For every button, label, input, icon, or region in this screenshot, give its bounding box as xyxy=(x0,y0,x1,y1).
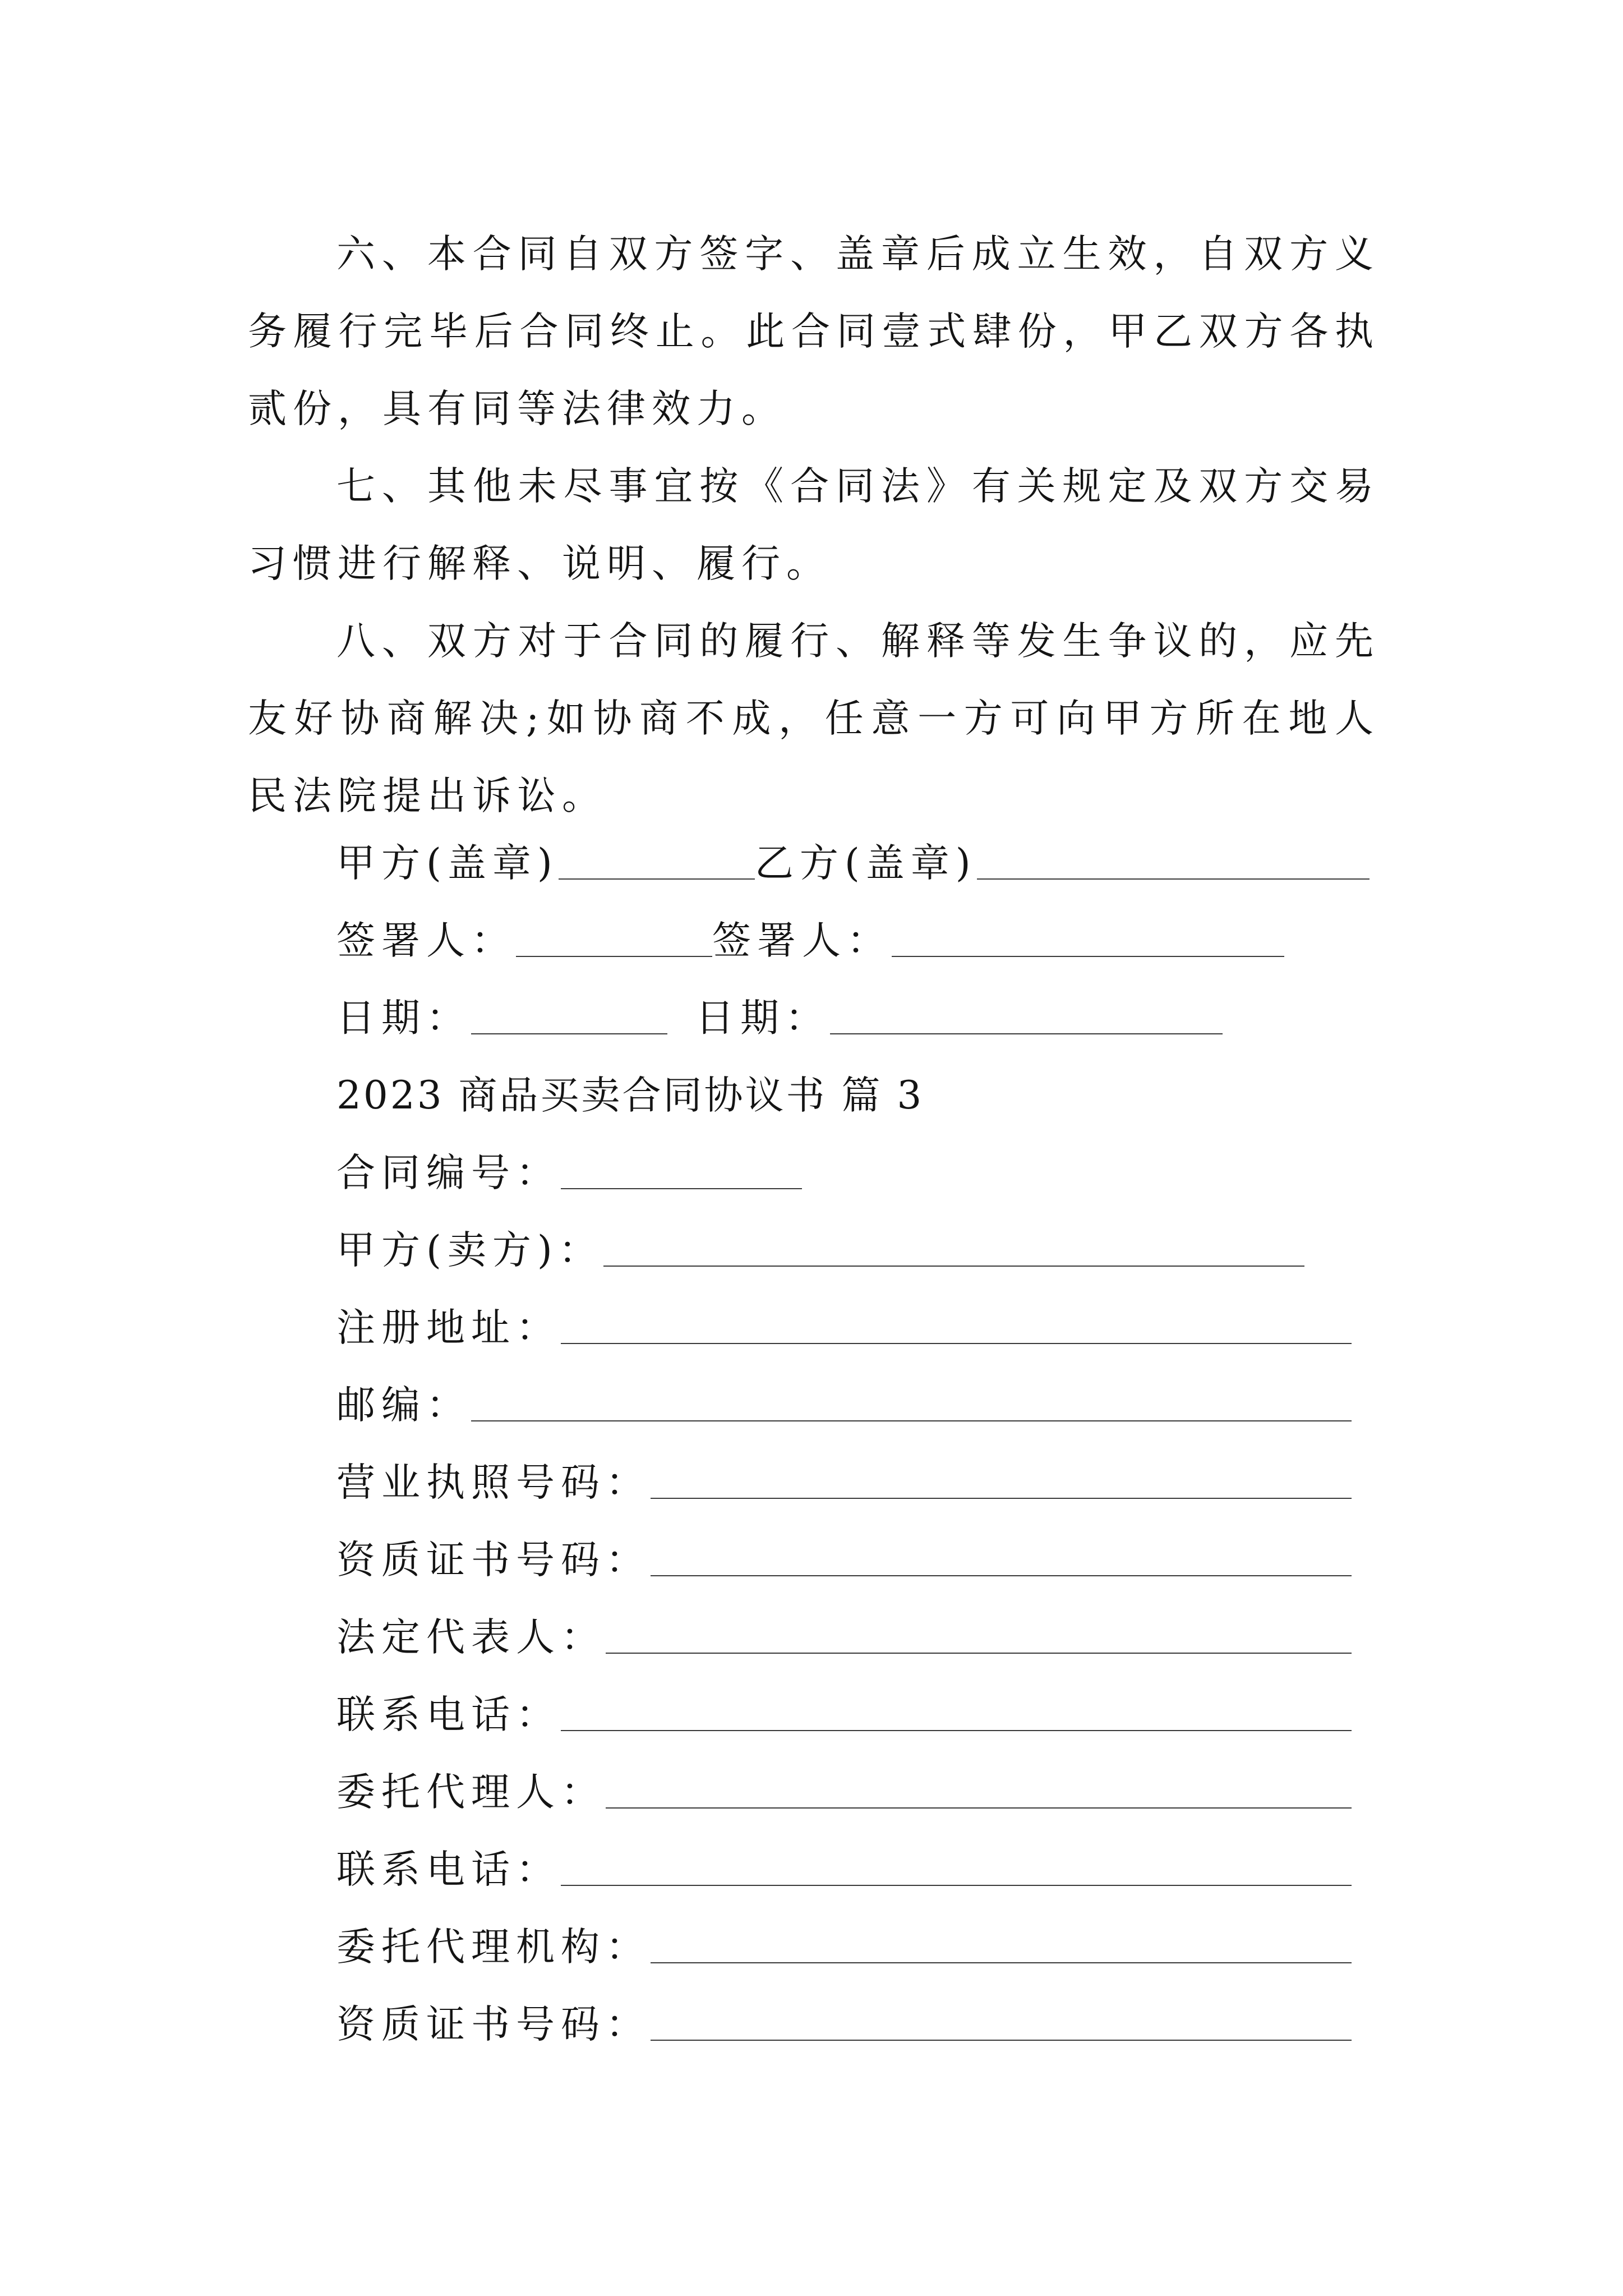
field-blank xyxy=(651,1444,1352,1499)
field-contract-number xyxy=(336,1134,802,1212)
field-blank xyxy=(471,1366,1352,1421)
field-authorized-agent xyxy=(336,1754,1352,1831)
field-blank xyxy=(606,1754,1352,1809)
field-phone xyxy=(336,1676,1352,1754)
field-registered-address xyxy=(336,1289,1352,1366)
field-blank xyxy=(561,1289,1352,1344)
field-blank xyxy=(561,1676,1352,1731)
field-label: 委托代理人： xyxy=(336,1770,606,1815)
field-label: 营业执照号码： xyxy=(336,1460,651,1505)
party-b-seal-blank xyxy=(977,825,1370,880)
field-business-license xyxy=(336,1444,1352,1521)
signer-line xyxy=(336,902,1284,979)
signer-b-blank xyxy=(892,902,1284,957)
signer-b-label: 签署人： xyxy=(712,918,892,963)
party-b-seal-label: 乙方(盖章) xyxy=(754,841,977,886)
field-label: 委托代理机构： xyxy=(336,1925,651,1970)
field-label: 资质证书号码： xyxy=(336,2002,651,2047)
field-phone xyxy=(336,1831,1352,1908)
signer-a-blank xyxy=(516,902,712,957)
party-a-seal-label: 甲方(盖章) xyxy=(336,841,559,886)
field-blank xyxy=(651,1521,1352,1576)
field-qualification-number xyxy=(336,1521,1352,1599)
section-title: 2023 商品买卖合同协议书 篇 3 xyxy=(336,1073,924,1118)
field-blank xyxy=(561,1134,802,1189)
party-a-seal-blank xyxy=(559,825,755,880)
field-blank xyxy=(606,1599,1352,1654)
date-b-blank xyxy=(830,979,1223,1034)
field-blank xyxy=(603,1212,1304,1267)
field-label: 法定代表人： xyxy=(336,1615,606,1660)
field-blank xyxy=(651,1908,1352,1963)
field-party-a-seller xyxy=(336,1212,1304,1289)
date-b-label: 日期： xyxy=(695,996,830,1041)
signer-a-label: 签署人： xyxy=(336,918,516,963)
field-label: 联系电话： xyxy=(336,1692,561,1737)
field-label: 合同编号： xyxy=(336,1151,561,1195)
clause-8: 八、双方对于合同的履行、解释等发生争议的，应先友好协商解决;如协商不成，任意一方可向甲方所在地人民法院提出诉讼。 xyxy=(248,619,1380,818)
field-blank xyxy=(561,1831,1352,1886)
field-label: 甲方(卖方)： xyxy=(336,1228,603,1273)
date-a-label: 日期： xyxy=(336,996,471,1041)
field-qualification-number xyxy=(336,1986,1352,2063)
field-label: 联系电话： xyxy=(336,1847,561,1892)
clause-6: 六、本合同自双方签字、盖章后成立生效，自双方义务履行完毕后合同终止。此合同壹式肆份，甲乙双方各执贰份，具有同等法律效力。 xyxy=(248,232,1380,431)
field-label: 资质证书号码： xyxy=(336,1538,651,1582)
field-label: 注册地址： xyxy=(336,1305,561,1350)
date-line xyxy=(336,979,1223,1057)
field-blank xyxy=(651,1986,1352,2041)
field-agency xyxy=(336,1908,1352,1986)
field-legal-representative xyxy=(336,1599,1352,1676)
field-label: 邮编： xyxy=(336,1383,471,1428)
date-a-blank xyxy=(471,979,667,1034)
field-postcode xyxy=(336,1366,1352,1444)
clause-7: 七、其他未尽事宜按《合同法》有关规定及双方交易习惯进行解释、说明、履行。 xyxy=(248,464,1380,586)
seal-line xyxy=(336,825,1370,902)
